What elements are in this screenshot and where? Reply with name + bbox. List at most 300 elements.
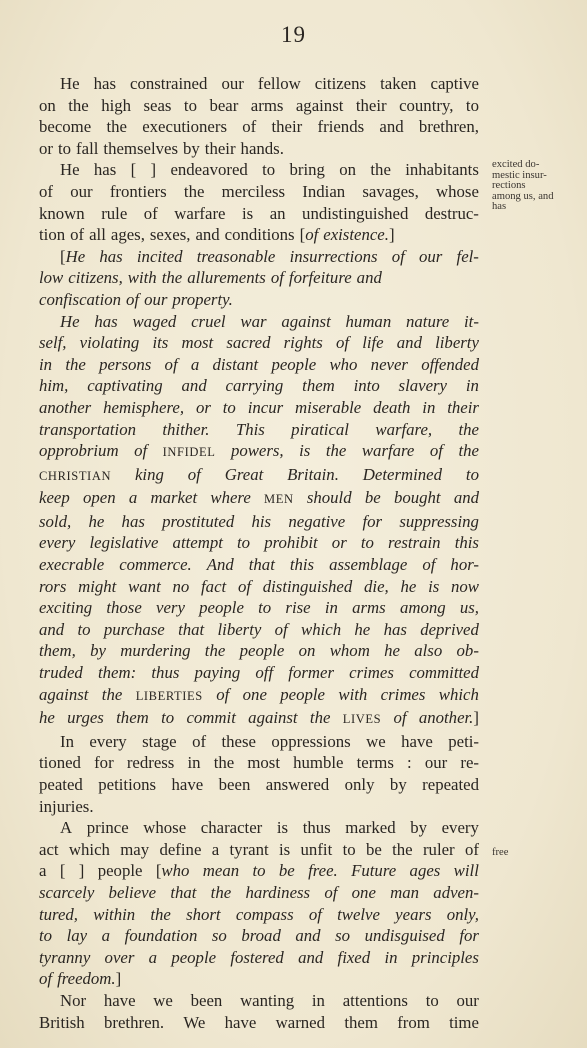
text-line bbox=[39, 640, 479, 662]
text-line bbox=[39, 662, 479, 684]
word: forfeiture bbox=[288, 268, 352, 288]
word: of bbox=[335, 333, 350, 353]
word: them bbox=[344, 1012, 378, 1032]
text-line bbox=[39, 796, 479, 818]
word: captive bbox=[430, 74, 479, 93]
word: of bbox=[164, 354, 178, 374]
word: purchase bbox=[103, 619, 165, 639]
text-line bbox=[39, 532, 479, 554]
word: have bbox=[401, 731, 433, 751]
word: for bbox=[94, 753, 114, 773]
word: treasonable bbox=[196, 246, 276, 266]
word: He bbox=[60, 311, 80, 331]
word: that bbox=[170, 882, 197, 902]
word: arms bbox=[250, 95, 284, 115]
word: undisguised bbox=[364, 926, 445, 946]
word: ] bbox=[150, 160, 157, 180]
word: opprobrium bbox=[39, 441, 119, 461]
word: people bbox=[171, 947, 217, 967]
word: INFIDEL bbox=[162, 445, 216, 460]
word: prince bbox=[86, 818, 129, 838]
word: of bbox=[429, 441, 443, 461]
word: of bbox=[393, 708, 407, 728]
word: tyrant bbox=[229, 839, 269, 859]
word: our bbox=[424, 753, 448, 773]
word: to bbox=[360, 533, 374, 553]
word: is bbox=[428, 576, 440, 596]
word: or bbox=[331, 533, 347, 553]
word: become bbox=[39, 117, 92, 137]
word: prostituted bbox=[162, 511, 235, 531]
text-line bbox=[39, 731, 479, 753]
word: of bbox=[324, 882, 338, 902]
word: He bbox=[60, 74, 80, 93]
word: bought bbox=[393, 488, 441, 508]
word: another.] bbox=[418, 708, 479, 728]
word: its bbox=[152, 333, 169, 353]
word: themselves bbox=[103, 138, 178, 158]
word: our bbox=[456, 990, 479, 1010]
word: existence.] bbox=[323, 225, 395, 245]
text-line bbox=[39, 138, 479, 160]
word: the bbox=[370, 160, 391, 180]
word: death bbox=[373, 397, 411, 417]
word: suppressing bbox=[399, 511, 479, 531]
word: rors bbox=[39, 576, 67, 596]
word: within bbox=[93, 904, 136, 924]
word: to bbox=[183, 95, 197, 115]
word: now bbox=[451, 576, 479, 596]
word: broad bbox=[241, 926, 281, 946]
word: offended bbox=[421, 354, 479, 374]
word: of bbox=[134, 441, 148, 461]
word: to bbox=[252, 861, 266, 881]
page-number: 19 bbox=[281, 22, 306, 47]
word: thither. bbox=[162, 419, 210, 439]
word: a bbox=[211, 839, 220, 859]
word: of bbox=[464, 839, 479, 859]
word: their bbox=[447, 397, 479, 417]
word: injuries. bbox=[39, 796, 94, 816]
word: redress bbox=[126, 753, 175, 773]
word: British bbox=[39, 1012, 85, 1032]
word: and bbox=[39, 619, 65, 639]
word: has bbox=[121, 511, 145, 531]
word: years bbox=[395, 904, 432, 924]
word: the bbox=[204, 641, 226, 661]
word: the bbox=[309, 708, 331, 728]
word: arms bbox=[352, 598, 386, 618]
word: so bbox=[335, 926, 351, 946]
word: ages, bbox=[110, 225, 145, 245]
word: of bbox=[187, 464, 201, 484]
word: people bbox=[239, 641, 285, 661]
word: he bbox=[354, 619, 371, 639]
word: endeavored bbox=[170, 160, 248, 180]
word: or bbox=[195, 397, 211, 417]
word: repeated bbox=[422, 775, 479, 794]
word: every bbox=[441, 818, 479, 838]
word: fact bbox=[201, 576, 227, 596]
word: hands. bbox=[240, 138, 284, 158]
word: this bbox=[289, 555, 315, 575]
word: people bbox=[199, 598, 244, 618]
word: fel- bbox=[456, 246, 479, 266]
word: the bbox=[150, 904, 171, 924]
word: Determined bbox=[362, 464, 443, 484]
text-line bbox=[39, 817, 479, 839]
word: hemisphere, bbox=[103, 397, 185, 417]
word: that bbox=[248, 555, 275, 575]
word: he bbox=[400, 576, 417, 596]
word: former bbox=[288, 663, 334, 683]
word: their bbox=[271, 117, 303, 137]
word: never bbox=[370, 354, 408, 374]
word: of bbox=[126, 289, 140, 309]
word: against bbox=[281, 311, 331, 331]
word: to bbox=[258, 598, 272, 618]
word: urges bbox=[67, 708, 104, 728]
word: whose bbox=[143, 818, 187, 838]
word: on bbox=[298, 641, 316, 661]
word: to bbox=[262, 160, 276, 180]
word: crimes bbox=[380, 684, 426, 704]
word: define bbox=[159, 839, 202, 859]
word: thus bbox=[302, 818, 331, 838]
word: tyranny bbox=[39, 947, 91, 967]
text-line bbox=[39, 181, 479, 203]
margin-note-line: mestic insur- bbox=[492, 169, 547, 181]
word: confiscation bbox=[39, 289, 122, 309]
word: friends bbox=[317, 117, 365, 137]
word: which bbox=[68, 839, 110, 859]
word: time bbox=[449, 1012, 479, 1032]
text-line bbox=[39, 73, 479, 95]
word: by bbox=[389, 775, 407, 794]
text-line bbox=[39, 375, 479, 397]
word: is bbox=[276, 818, 289, 838]
word: he bbox=[39, 708, 55, 728]
word: off bbox=[255, 663, 274, 683]
word: restrain bbox=[388, 533, 441, 553]
word: hardiness bbox=[245, 882, 311, 902]
word: CHRISTIAN bbox=[39, 468, 112, 483]
word: Future bbox=[351, 861, 397, 881]
word: captivating bbox=[87, 376, 163, 396]
word: and bbox=[379, 117, 404, 137]
word: of bbox=[391, 246, 405, 266]
word: may bbox=[120, 839, 150, 859]
word: another bbox=[39, 397, 92, 417]
word: is bbox=[242, 203, 254, 223]
word: committed bbox=[409, 663, 479, 683]
margin-note-line: among us, and bbox=[492, 190, 554, 202]
text-line bbox=[39, 487, 479, 511]
word: tured, bbox=[39, 904, 78, 924]
word: people bbox=[280, 684, 325, 704]
word: has bbox=[94, 311, 118, 331]
word: foundation bbox=[124, 926, 198, 946]
word: for bbox=[362, 511, 383, 531]
word: that bbox=[178, 619, 205, 639]
word: A bbox=[60, 818, 73, 838]
word: fellow bbox=[257, 74, 301, 93]
word: powers, bbox=[230, 441, 284, 461]
word: the bbox=[210, 882, 232, 902]
word: to bbox=[39, 926, 53, 946]
text-line bbox=[39, 597, 479, 619]
text-line bbox=[39, 684, 479, 708]
word: also bbox=[414, 641, 443, 661]
word: to bbox=[57, 138, 72, 158]
word: property. bbox=[172, 289, 233, 309]
word: petitions bbox=[98, 775, 157, 794]
word: have bbox=[103, 990, 136, 1010]
word: oppressions bbox=[271, 731, 351, 751]
text-line bbox=[39, 619, 479, 641]
word: high bbox=[101, 95, 132, 115]
word: which bbox=[301, 619, 342, 639]
text-line bbox=[39, 860, 479, 882]
word: one bbox=[242, 684, 267, 704]
text-line bbox=[39, 511, 479, 533]
word: warfare bbox=[174, 203, 226, 223]
word: the bbox=[65, 354, 86, 374]
word: by bbox=[90, 641, 106, 661]
word: us, bbox=[459, 598, 479, 618]
word: to bbox=[342, 839, 356, 859]
word: to bbox=[161, 708, 175, 728]
margin-note-line: excited do- bbox=[492, 159, 540, 170]
text-line bbox=[39, 576, 479, 598]
word: whose bbox=[436, 181, 479, 201]
word: this bbox=[454, 533, 479, 553]
word: might bbox=[78, 576, 117, 596]
word: murdering bbox=[120, 641, 191, 661]
word: an bbox=[269, 203, 286, 223]
word: bring bbox=[289, 160, 325, 180]
text-line bbox=[39, 925, 479, 947]
word: nature bbox=[406, 311, 450, 331]
word: scarcely bbox=[39, 882, 95, 902]
word: warned bbox=[275, 1012, 326, 1032]
word: those bbox=[106, 598, 142, 618]
word: be bbox=[365, 839, 382, 859]
word: rise bbox=[285, 598, 311, 618]
text-line bbox=[39, 95, 479, 117]
word: [who bbox=[155, 861, 190, 881]
word: brethren, bbox=[418, 117, 479, 137]
word: merciless bbox=[221, 181, 286, 201]
word: keep bbox=[39, 488, 70, 508]
text-line bbox=[39, 464, 479, 488]
word: by bbox=[183, 138, 200, 158]
word: our bbox=[221, 74, 244, 93]
word: of bbox=[270, 268, 284, 288]
word: ages bbox=[409, 861, 441, 881]
word: whom bbox=[329, 641, 370, 661]
word: into bbox=[353, 376, 380, 396]
word: warfare bbox=[361, 441, 415, 461]
word: and bbox=[295, 926, 321, 946]
text-line bbox=[39, 354, 479, 376]
word: which bbox=[438, 684, 479, 704]
word: these bbox=[221, 731, 256, 751]
word: [He bbox=[60, 246, 86, 266]
word: their bbox=[355, 95, 387, 115]
word: LIVES bbox=[342, 712, 382, 727]
word: has bbox=[99, 246, 123, 266]
word: hor- bbox=[450, 555, 479, 575]
word: the bbox=[106, 117, 127, 137]
text-line bbox=[39, 752, 479, 774]
word: for bbox=[459, 926, 479, 946]
word: among bbox=[399, 598, 446, 618]
word: ob- bbox=[456, 641, 479, 661]
text-line bbox=[39, 332, 479, 354]
word: be bbox=[278, 861, 295, 881]
word: want bbox=[128, 576, 161, 596]
word: to bbox=[425, 990, 439, 1010]
text-line bbox=[39, 397, 479, 419]
word: our bbox=[70, 181, 93, 201]
word: a bbox=[101, 926, 111, 946]
word: taken bbox=[380, 74, 417, 93]
word: ] bbox=[78, 861, 85, 881]
word: a bbox=[39, 861, 47, 881]
word: And bbox=[206, 555, 234, 575]
word: MEN bbox=[264, 492, 294, 507]
word: Britain. bbox=[287, 464, 339, 484]
word: wanting bbox=[240, 990, 295, 1010]
word: liberty bbox=[217, 619, 262, 639]
word: so bbox=[211, 926, 227, 946]
word: the bbox=[325, 441, 347, 461]
word: principles bbox=[411, 947, 479, 967]
word: will bbox=[453, 861, 479, 881]
word: them, bbox=[39, 641, 76, 661]
word: people bbox=[97, 861, 143, 881]
margin-note-line: has bbox=[492, 201, 507, 213]
word: the bbox=[458, 419, 479, 439]
word: the bbox=[101, 684, 123, 704]
word: character bbox=[200, 818, 263, 838]
word: paying bbox=[194, 663, 241, 683]
word: their bbox=[204, 138, 236, 158]
word: most bbox=[247, 753, 280, 773]
word: against bbox=[295, 95, 344, 115]
word: who bbox=[329, 354, 358, 374]
word: miserable bbox=[295, 397, 362, 417]
word: adven- bbox=[433, 882, 479, 902]
word: against bbox=[39, 684, 89, 704]
word: slavery bbox=[398, 376, 448, 396]
text-line bbox=[39, 289, 479, 311]
word: citizens bbox=[314, 74, 367, 93]
word: to bbox=[222, 397, 236, 417]
word: people bbox=[271, 354, 317, 374]
word: stage bbox=[142, 731, 177, 751]
word: LIBERTIES bbox=[135, 688, 203, 703]
word: attempt bbox=[172, 533, 223, 553]
word: believe bbox=[108, 882, 157, 902]
word: in bbox=[324, 598, 338, 618]
word: commerce. bbox=[119, 555, 192, 575]
word: short bbox=[186, 904, 221, 924]
word: seas bbox=[143, 95, 172, 115]
word: die, bbox=[364, 576, 389, 596]
word: prohibit bbox=[264, 533, 318, 553]
word: frontiers bbox=[109, 181, 167, 201]
word: in bbox=[465, 376, 479, 396]
word: a bbox=[148, 947, 158, 967]
word: violating bbox=[79, 333, 140, 353]
word: on bbox=[339, 160, 357, 180]
word: negative bbox=[288, 511, 346, 531]
word: be bbox=[364, 488, 381, 508]
text-line bbox=[39, 203, 479, 225]
word: only bbox=[344, 775, 375, 794]
text-line bbox=[39, 839, 479, 861]
word: piratical bbox=[291, 419, 349, 439]
word: been bbox=[190, 990, 223, 1010]
word: sacred bbox=[226, 333, 271, 353]
word: war bbox=[240, 311, 267, 331]
word: attentions bbox=[342, 990, 408, 1010]
word: market bbox=[150, 488, 198, 508]
word: self, bbox=[39, 333, 67, 353]
word: very bbox=[156, 598, 185, 618]
word: over bbox=[104, 947, 135, 967]
word: we bbox=[366, 731, 386, 751]
word: distant bbox=[212, 354, 259, 374]
word: and bbox=[356, 268, 382, 288]
word: in bbox=[187, 753, 201, 773]
word: legislative bbox=[89, 533, 159, 553]
text-line bbox=[39, 267, 479, 289]
word: he bbox=[384, 641, 400, 661]
word: should bbox=[306, 488, 352, 508]
word: human bbox=[345, 311, 392, 331]
word: of bbox=[39, 181, 53, 201]
word: compass bbox=[235, 904, 294, 924]
word: is bbox=[299, 441, 311, 461]
word: the bbox=[68, 95, 89, 115]
word: from bbox=[397, 1012, 430, 1032]
word: destruc- bbox=[424, 203, 479, 223]
word: the bbox=[392, 839, 413, 859]
word: to bbox=[465, 95, 479, 115]
word: tioned bbox=[39, 753, 81, 773]
word: or bbox=[39, 138, 53, 158]
word: sexes, bbox=[149, 225, 191, 245]
word: liberty bbox=[435, 333, 479, 353]
word: in bbox=[384, 947, 398, 967]
word: [ bbox=[130, 160, 137, 180]
text-line bbox=[39, 224, 479, 246]
word: of bbox=[70, 225, 85, 245]
word: constrained bbox=[130, 74, 208, 93]
word: free. bbox=[308, 861, 338, 881]
word: insurrections bbox=[289, 246, 378, 266]
word: our bbox=[419, 246, 443, 266]
word: crimes bbox=[349, 663, 394, 683]
word: exciting bbox=[39, 598, 93, 618]
word: he bbox=[88, 511, 105, 531]
word: with bbox=[127, 268, 157, 288]
word: in bbox=[39, 354, 53, 374]
word: We bbox=[183, 1012, 206, 1032]
